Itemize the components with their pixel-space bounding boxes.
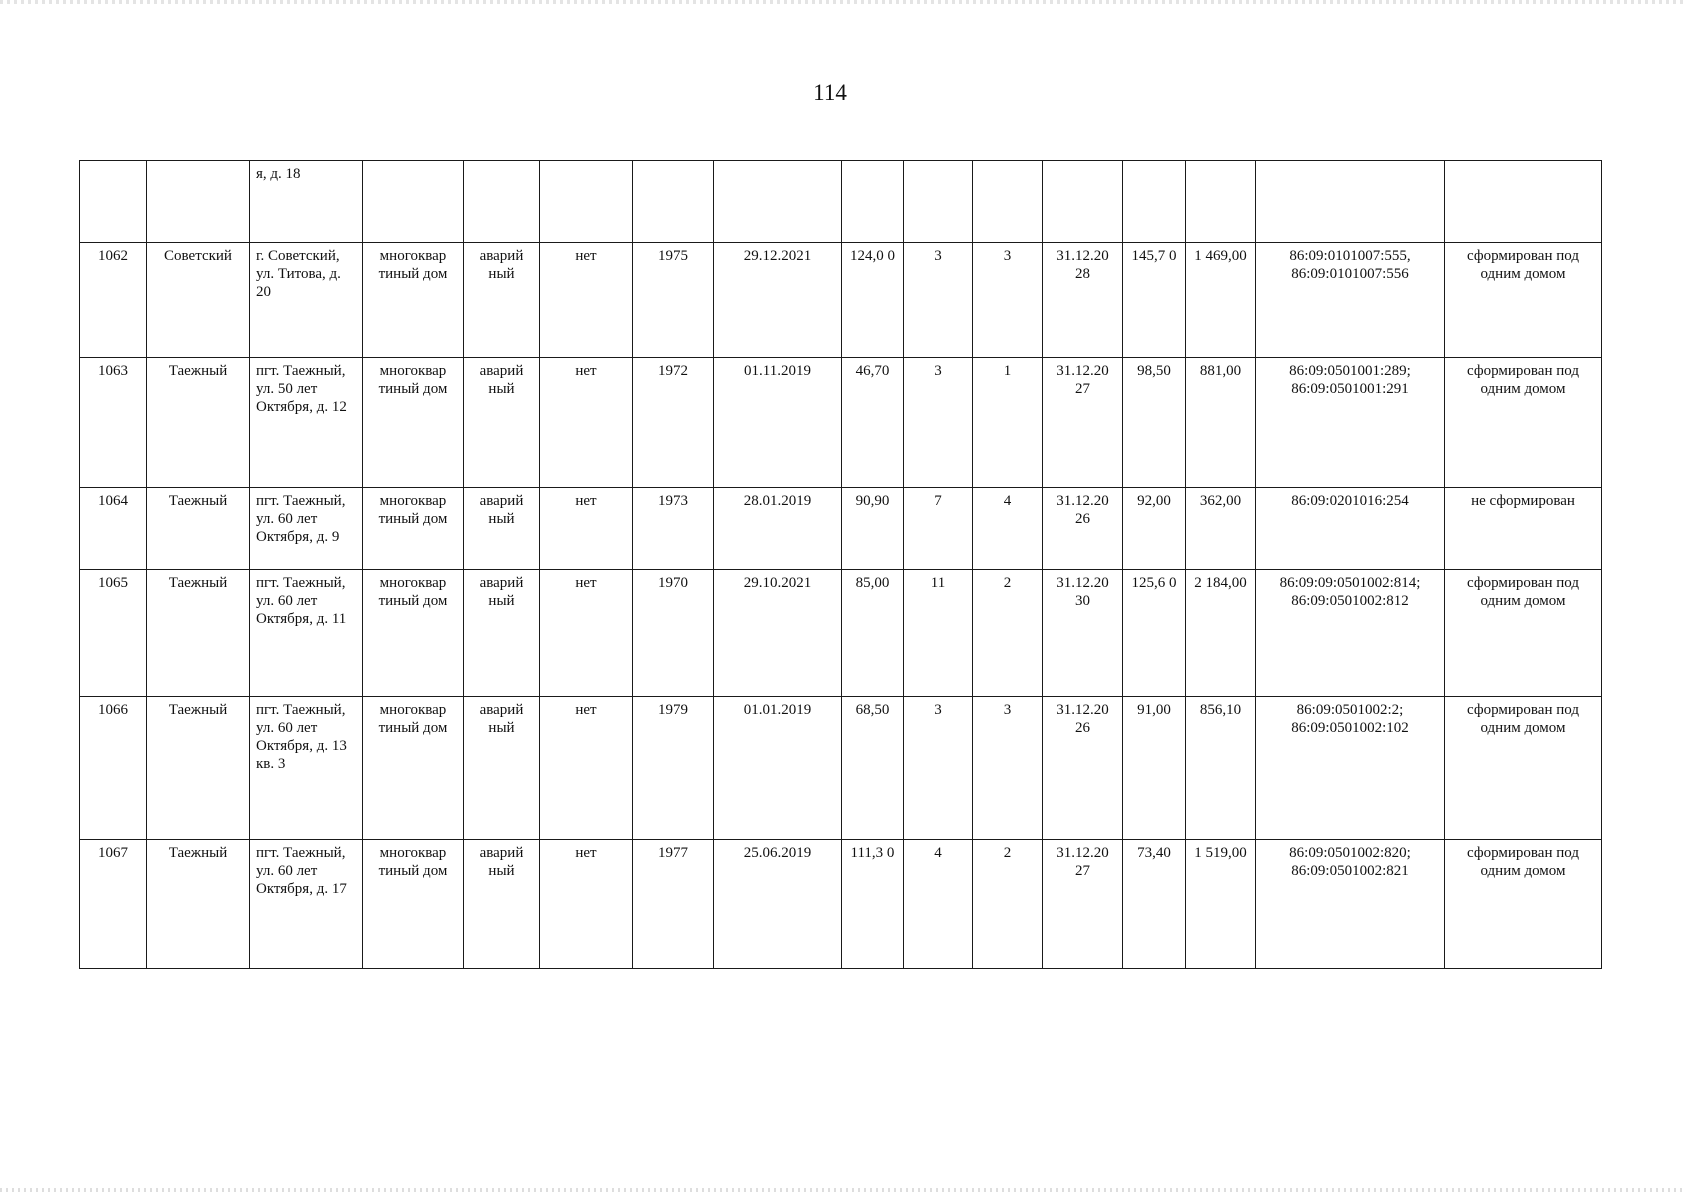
cell-floors bbox=[904, 161, 973, 243]
cell-resettle-area: 125,6 0 bbox=[1123, 570, 1186, 697]
cell-land-area: 1 519,00 bbox=[1186, 840, 1256, 969]
cell-municipality: Таежный bbox=[147, 570, 250, 697]
cell-building-type: многоквар тиный дом bbox=[363, 570, 464, 697]
cell-address: пгт. Таежный, ул. 60 лет Октября, д. 11 bbox=[250, 570, 363, 697]
cell-land-area: 362,00 bbox=[1186, 488, 1256, 570]
cell-resettle-area: 98,50 bbox=[1123, 358, 1186, 488]
cell-heritage bbox=[540, 161, 633, 243]
cell-residents: 2 bbox=[973, 570, 1043, 697]
cell-municipality bbox=[147, 161, 250, 243]
cell-land-area: 1 469,00 bbox=[1186, 243, 1256, 358]
registry-body bbox=[80, 161, 1602, 969]
cell-building-type: многоквар тиный дом bbox=[363, 358, 464, 488]
cell-number: 1064 bbox=[80, 488, 147, 570]
cell-building-type bbox=[363, 161, 464, 243]
table-row bbox=[80, 570, 1602, 697]
cell-residents: 2 bbox=[973, 840, 1043, 969]
cell-year-built: 1970 bbox=[633, 570, 714, 697]
cell-decision-date: 28.01.2019 bbox=[714, 488, 842, 570]
cell-decision-date: 29.10.2021 bbox=[714, 570, 842, 697]
cell-condition bbox=[464, 161, 540, 243]
cell-area bbox=[842, 161, 904, 243]
cell-cadastral-number: 86:09:0201016:254 bbox=[1256, 488, 1445, 570]
cell-area: 85,00 bbox=[842, 570, 904, 697]
cell-residents bbox=[973, 161, 1043, 243]
housing-registry-table bbox=[79, 160, 1602, 969]
cell-deadline: 31.12.20 27 bbox=[1043, 840, 1123, 969]
cell-building-type: многоквар тиный дом bbox=[363, 243, 464, 358]
cell-deadline: 31.12.20 28 bbox=[1043, 243, 1123, 358]
table-row bbox=[80, 161, 1602, 243]
cell-year-built: 1972 bbox=[633, 358, 714, 488]
cell-deadline: 31.12.20 27 bbox=[1043, 358, 1123, 488]
cell-decision-date: 25.06.2019 bbox=[714, 840, 842, 969]
scan-edge-bottom bbox=[0, 1188, 1686, 1192]
cell-municipality: Таежный bbox=[147, 697, 250, 840]
cell-residents: 3 bbox=[973, 243, 1043, 358]
cell-year-built: 1977 bbox=[633, 840, 714, 969]
cell-area: 124,0 0 bbox=[842, 243, 904, 358]
cell-residents: 3 bbox=[973, 697, 1043, 840]
cell-resettle-area: 92,00 bbox=[1123, 488, 1186, 570]
cell-area: 111,3 0 bbox=[842, 840, 904, 969]
table-row bbox=[80, 243, 1602, 358]
cell-year-built: 1979 bbox=[633, 697, 714, 840]
cell-number: 1065 bbox=[80, 570, 147, 697]
table-row bbox=[80, 840, 1602, 969]
cell-condition: аварий ный bbox=[464, 243, 540, 358]
cell-deadline: 31.12.20 30 bbox=[1043, 570, 1123, 697]
cell-cadastral-number: 86:09:0501002:2; 86:09:0501002:102 bbox=[1256, 697, 1445, 840]
cell-condition: аварий ный bbox=[464, 488, 540, 570]
cell-resettle-area: 145,7 0 bbox=[1123, 243, 1186, 358]
cell-cadastral-number: 86:09:0501002:820; 86:09:0501002:821 bbox=[1256, 840, 1445, 969]
cell-number: 1063 bbox=[80, 358, 147, 488]
cell-year-built: 1975 bbox=[633, 243, 714, 358]
table-row bbox=[80, 697, 1602, 840]
cell-deadline: 31.12.20 26 bbox=[1043, 697, 1123, 840]
cell-residents: 4 bbox=[973, 488, 1043, 570]
cell-resettle-area bbox=[1123, 161, 1186, 243]
cell-heritage: нет bbox=[540, 243, 633, 358]
cell-condition: аварий ный bbox=[464, 358, 540, 488]
cell-year-built bbox=[633, 161, 714, 243]
cell-land-status: сформирован под одним домом bbox=[1445, 570, 1602, 697]
cell-land-area: 2 184,00 bbox=[1186, 570, 1256, 697]
cell-floors: 3 bbox=[904, 358, 973, 488]
cell-floors: 4 bbox=[904, 840, 973, 969]
cell-decision-date: 01.11.2019 bbox=[714, 358, 842, 488]
cell-address: пгт. Таежный, ул. 60 лет Октября, д. 13 кв. 3 bbox=[250, 697, 363, 840]
cell-floors: 7 bbox=[904, 488, 973, 570]
cell-area: 46,70 bbox=[842, 358, 904, 488]
cell-condition: аварий ный bbox=[464, 570, 540, 697]
cell-condition: аварий ный bbox=[464, 840, 540, 969]
cell-cadastral-number: 86:09:09:0501002:814; 86:09:0501002:812 bbox=[1256, 570, 1445, 697]
cell-floors: 3 bbox=[904, 243, 973, 358]
cell-number: 1062 bbox=[80, 243, 147, 358]
cell-floors: 11 bbox=[904, 570, 973, 697]
cell-land-status: сформирован под одним домом bbox=[1445, 243, 1602, 358]
cell-land-status: сформирован под одним домом bbox=[1445, 358, 1602, 488]
cell-heritage: нет bbox=[540, 358, 633, 488]
cell-area: 68,50 bbox=[842, 697, 904, 840]
cell-land-status: сформирован под одним домом bbox=[1445, 697, 1602, 840]
cell-address: г. Советский, ул. Титова, д. 20 bbox=[250, 243, 363, 358]
cell-condition: аварий ный bbox=[464, 697, 540, 840]
cell-residents: 1 bbox=[973, 358, 1043, 488]
cell-municipality: Таежный bbox=[147, 358, 250, 488]
cell-decision-date: 01.01.2019 bbox=[714, 697, 842, 840]
table-row bbox=[80, 358, 1602, 488]
cell-floors: 3 bbox=[904, 697, 973, 840]
cell-address: пгт. Таежный, ул. 50 лет Октября, д. 12 bbox=[250, 358, 363, 488]
cell-deadline bbox=[1043, 161, 1123, 243]
cell-number bbox=[80, 161, 147, 243]
cell-number: 1067 bbox=[80, 840, 147, 969]
table-row bbox=[80, 488, 1602, 570]
cell-land-status bbox=[1445, 161, 1602, 243]
cell-heritage: нет bbox=[540, 488, 633, 570]
cell-cadastral-number: 86:09:0101007:555, 86:09:0101007:556 bbox=[1256, 243, 1445, 358]
cell-area: 90,90 bbox=[842, 488, 904, 570]
cell-building-type: многоквар тиный дом bbox=[363, 840, 464, 969]
cell-cadastral-number: 86:09:0501001:289; 86:09:0501001:291 bbox=[1256, 358, 1445, 488]
cell-land-area bbox=[1186, 161, 1256, 243]
cell-municipality: Таежный bbox=[147, 488, 250, 570]
cell-land-area: 856,10 bbox=[1186, 697, 1256, 840]
cell-land-status: не сформирован bbox=[1445, 488, 1602, 570]
page-number: 114 bbox=[813, 80, 847, 105]
cell-heritage: нет bbox=[540, 570, 633, 697]
cell-municipality: Советский bbox=[147, 243, 250, 358]
cell-address: я, д. 18 bbox=[250, 161, 363, 243]
cell-land-area: 881,00 bbox=[1186, 358, 1256, 488]
cell-decision-date: 29.12.2021 bbox=[714, 243, 842, 358]
cell-heritage: нет bbox=[540, 697, 633, 840]
cell-number: 1066 bbox=[80, 697, 147, 840]
cell-municipality: Таежный bbox=[147, 840, 250, 969]
cell-heritage: нет bbox=[540, 840, 633, 969]
cell-year-built: 1973 bbox=[633, 488, 714, 570]
cell-address: пгт. Таежный, ул. 60 лет Октября, д. 17 bbox=[250, 840, 363, 969]
cell-cadastral-number bbox=[1256, 161, 1445, 243]
cell-resettle-area: 73,40 bbox=[1123, 840, 1186, 969]
cell-resettle-area: 91,00 bbox=[1123, 697, 1186, 840]
cell-address: пгт. Таежный, ул. 60 лет Октября, д. 9 bbox=[250, 488, 363, 570]
cell-building-type: многоквар тиный дом bbox=[363, 488, 464, 570]
cell-land-status: сформирован под одним домом bbox=[1445, 840, 1602, 969]
cell-deadline: 31.12.20 26 bbox=[1043, 488, 1123, 570]
cell-building-type: многоквар тиный дом bbox=[363, 697, 464, 840]
scan-edge-top bbox=[0, 0, 1686, 4]
cell-decision-date bbox=[714, 161, 842, 243]
